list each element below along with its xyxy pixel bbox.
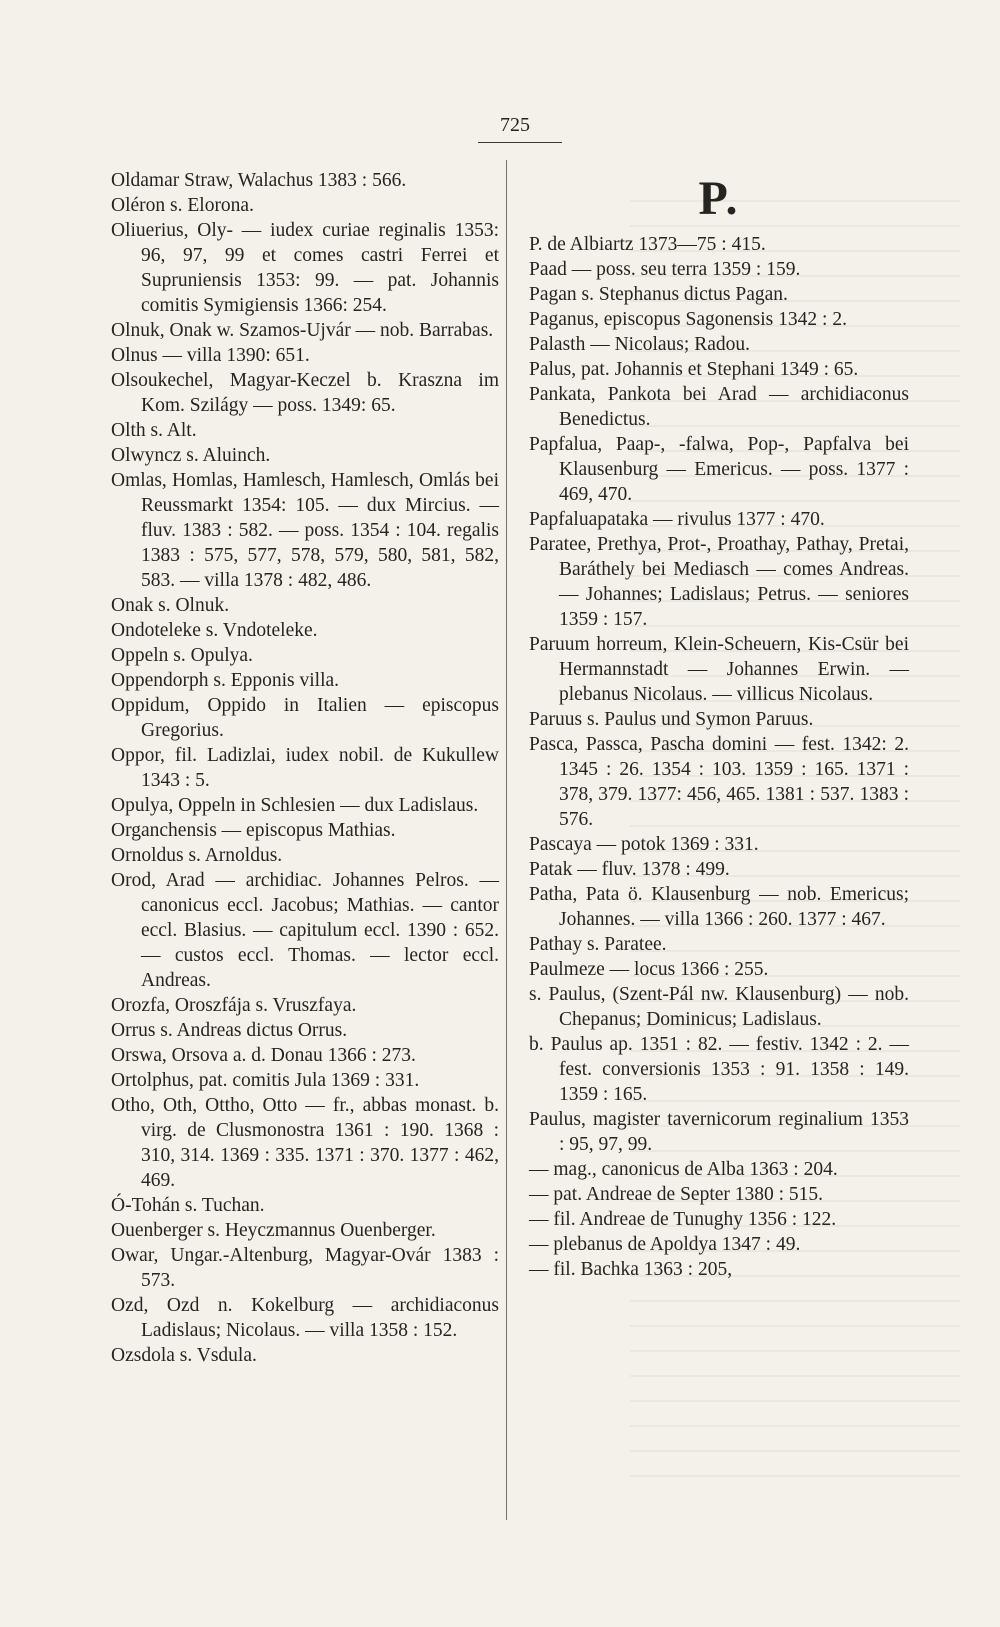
column-divider <box>506 160 507 1520</box>
index-entry: Oldamar Straw, Walachus 1383 : 566. <box>111 170 407 191</box>
page-number: 725 <box>500 114 530 136</box>
index-entry: Patak — fluv. 1378 : 499. <box>529 859 730 880</box>
index-entry: Pascaya — potok 1369 : 331. <box>529 834 759 855</box>
index-entry: Patha, Pata ö. Klausenburg — nob. Emericus; Johannes. — villa 1366 : 260. 1377 : 467. <box>529 884 909 930</box>
index-entry: — pat. Andreae de Septer 1380 : 515. <box>529 1184 824 1205</box>
right-column-entries <box>529 232 909 1282</box>
index-entry: Paad — poss. seu terra 1359 : 159. <box>529 259 801 280</box>
index-entry: Orozfa, Oroszfája s. Vruszfaya. <box>111 995 357 1016</box>
index-entry: b. Paulus ap. 1351 : 82. — festiv. 1342 : 2. — fest. conversionis 1353 : 91. 1358 : 149. 1359 : 165. <box>529 1034 909 1105</box>
index-entry: Olwyncz s. Aluinch. <box>111 445 271 466</box>
index-entry: Olth s. Alt. <box>111 420 197 441</box>
index-entry: Pankata, Pankota bei Arad — archidiaconus Benedictus. <box>529 384 909 430</box>
index-entry: Owar, Ungar.-Altenburg, Magyar-Ovár 1383 : 573. <box>111 1245 499 1291</box>
index-entry: Oppidum, Oppido in Italien — episcopus Gregorius. <box>111 695 499 741</box>
index-entry: Ozsdola s. Vsdula. <box>111 1345 257 1366</box>
index-entry: Omlas, Homlas, Hamlesch, Hamlesch, Omlás bei Reussmarkt 1354: 105. — dux Mircius. — fluv. 1383 : 582. — poss. 1354 : 104. regalis 1383 : 575, 577, 578, 579, 580, 581, 582, 583. — villa 1378 : 482, 486. <box>111 470 499 591</box>
index-entry: Oppeln s. Opulya. <box>111 645 253 666</box>
index-entry: s. Paulus, (Szent-Pál nw. Klausenburg) — nob. Chepanus; Dominicus; Ladislaus. <box>529 984 909 1030</box>
index-entry: Papfaluapataka — rivulus 1377 : 470. <box>529 509 825 530</box>
index-entry: Papfalua, Paap-, -falwa, Pop-, Papfalva bei Klausenburg — Emericus. — poss. 1377 : 469, 470. <box>529 434 909 505</box>
right-column <box>529 168 909 1282</box>
index-entry: Ouenberger s. Heyczmannus Ouenberger. <box>111 1220 436 1241</box>
index-entry: Paruum horreum, Klein-Scheuern, Kis-Csür bei Hermannstadt — Johannes Erwin. — plebanus Nicolaus. — villicus Nicolaus. <box>529 634 909 705</box>
index-entry: — fil. Bachka 1363 : 205, <box>529 1259 733 1280</box>
letter-heading: P. <box>698 172 740 225</box>
page-number-rule <box>478 142 562 143</box>
index-entry: Olnuk, Onak w. Szamos-Ujvár — nob. Barrabas. <box>111 320 494 341</box>
index-entry: Otho, Oth, Ottho, Otto — fr., abbas monast. b. virg. de Clusmonostra 1361 : 190. 1368 : 310, 314. 1369 : 335. 1371 : 370. 1377 : 462, 469. <box>111 1095 499 1191</box>
index-entry: Ozd, Ozd n. Kokelburg — archidiaconus Ladislaus; Nicolaus. — villa 1358 : 152. <box>111 1295 499 1341</box>
index-entry: P. de Albiartz 1373—75 : 415. <box>529 234 766 255</box>
index-entry: Onak s. Olnuk. <box>111 595 230 616</box>
index-entry: Orrus s. Andreas dictus Orrus. <box>111 1020 348 1041</box>
left-column <box>111 168 499 1368</box>
index-entry: Pathay s. Paratee. <box>529 934 667 955</box>
index-entry: Oppor, fil. Ladizlai, iudex nobil. de Kukullew 1343 : 5. <box>111 745 499 791</box>
index-entry: Orswa, Orsova a. d. Donau 1366 : 273. <box>111 1045 416 1066</box>
index-entry: Paganus, episcopus Sagonensis 1342 : 2. <box>529 309 847 330</box>
index-entry: Paruus s. Paulus und Symon Paruus. <box>529 709 814 730</box>
index-entry: Organchensis — episcopus Mathias. <box>111 820 396 841</box>
index-entry: Oppendorph s. Epponis villa. <box>111 670 340 691</box>
index-entry: Paulus, magister tavernicorum reginalium 1353 : 95, 97, 99. <box>529 1109 909 1155</box>
index-entry: Ortolphus, pat. comitis Jula 1369 : 331. <box>111 1070 420 1091</box>
index-entry: Palus, pat. Johannis et Stephani 1349 : 65. <box>529 359 859 380</box>
index-entry: Ondoteleke s. Vndoteleke. <box>111 620 318 641</box>
index-entry: Paulmeze — locus 1366 : 255. <box>529 959 769 980</box>
index-entry: Ó-Tohán s. Tuchan. <box>111 1195 265 1216</box>
index-entry: — fil. Andreae de Tunughy 1356 : 122. <box>529 1209 837 1230</box>
index-entry: Oléron s. Elorona. <box>111 195 254 216</box>
index-entry: Palasth — Nicolaus; Radou. <box>529 334 750 355</box>
index-entry: — plebanus de Apoldya 1347 : 49. <box>529 1234 801 1255</box>
index-entry: Ornoldus s. Arnoldus. <box>111 845 283 866</box>
index-entry: Pasca, Passca, Pascha domini — fest. 1342: 2. 1345 : 26. 1354 : 103. 1359 : 165. 1371 : 378, 379. 1377: 456, 465. 1381 : 537. 1383 : 576. <box>529 734 909 830</box>
index-entry: Paratee, Prethya, Prot-, Proathay, Pathay, Pretai, Baráthely bei Mediasch — comes Andreas. — Johannes; Ladislaus; Petrus. — seniores 1359 : 157. <box>529 534 909 630</box>
index-entry: — mag., canonicus de Alba 1363 : 204. <box>529 1159 838 1180</box>
index-entry: Olsoukechel, Magyar-Keczel b. Kraszna im Kom. Szilágy — poss. 1349: 65. <box>111 370 499 416</box>
index-entry: Pagan s. Stephanus dictus Pagan. <box>529 284 788 305</box>
index-entry: Orod, Arad — archidiac. Johannes Pelros. — canonicus eccl. Jacobus; Mathias. — cantor eccl. Blasius. — capitulum eccl. 1390 : 652. — custos eccl. Thomas. — lector eccl. Andreas. <box>111 870 499 991</box>
index-entry: Oliuerius, Oly- — iudex curiae reginalis 1353: 96, 97, 99 et comes castri Ferrei et Supruniensis 1353: 99. — pat. Johannis comitis Symigiensis 1366: 254. <box>111 220 499 316</box>
index-entry: Olnus — villa 1390: 651. <box>111 345 310 366</box>
index-entry: Opulya, Oppeln in Schlesien — dux Ladislaus. <box>111 795 479 816</box>
